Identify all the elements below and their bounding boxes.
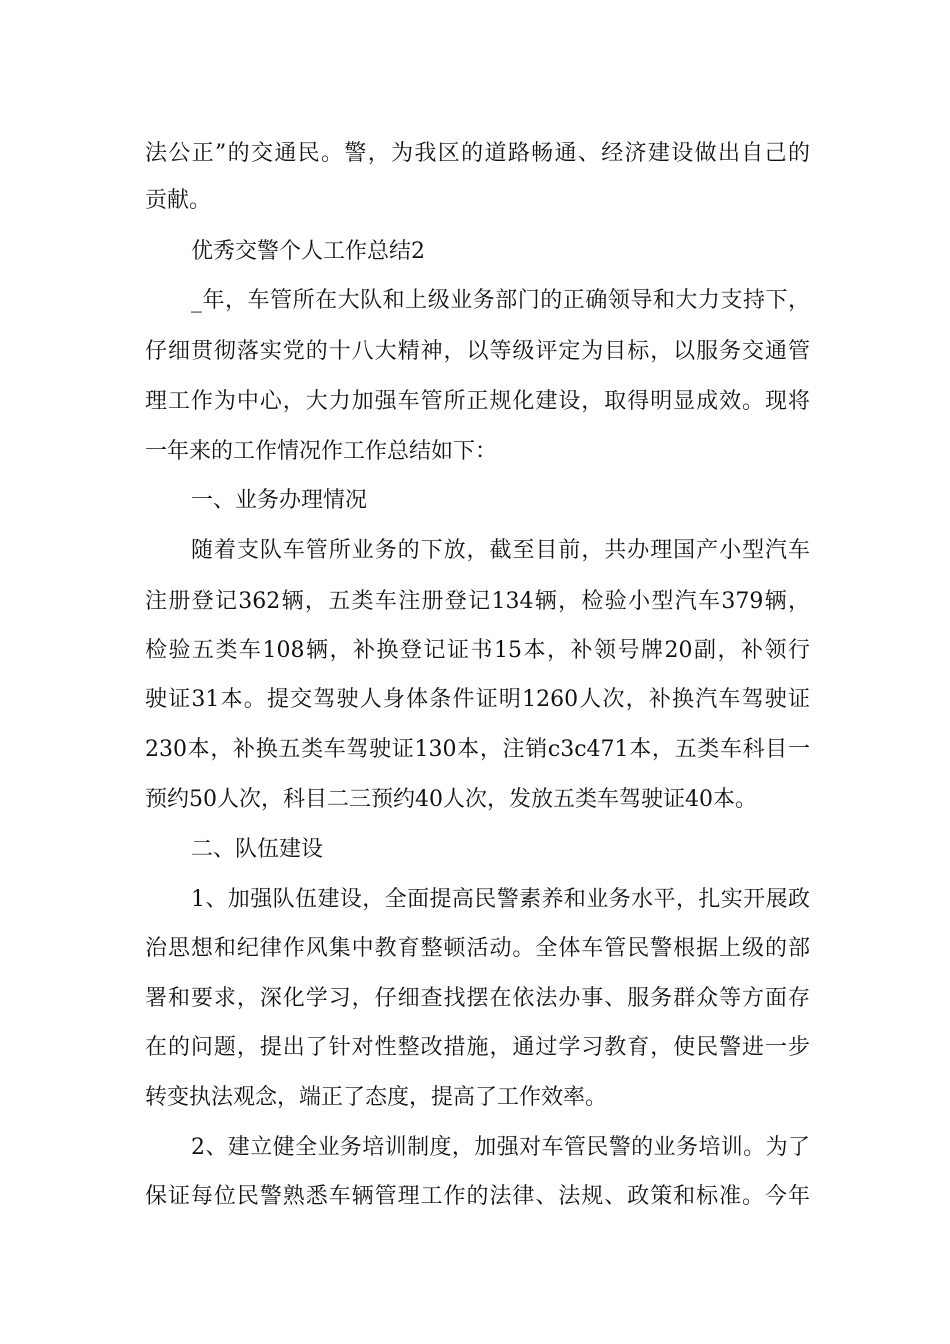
text-line: 仔细贯彻落实党的十八大精神，以等级评定为目标，以服务交通管 [145,339,810,364]
text-line: 230本，补换五类车驾驶证130本，注销c3c471本，五类车科目一 [145,737,810,762]
text-line: 贡献。 [145,188,212,213]
text-line: 随着支队车管所业务的下放，截至目前，共办理国产小型汽车 [191,538,810,563]
text-line: 保证每位民警熟悉车辆管理工作的法律、法规、政策和标准。今年 [145,1184,810,1209]
text-line: _年，车管所在大队和上级业务部门的正确领导和大力支持下， [191,288,810,313]
text-line: 署和要求，深化学习，仔细查找摆在依法办事、服务群众等方面存 [145,986,810,1011]
text-line: 2、建立健全业务培训制度，加强对车管民警的业务培训。为了 [191,1135,810,1160]
text-line: 一年来的工作情况作工作总结如下： [145,439,498,464]
text-line: 检验五类车108辆，补换登记证书15本，补领号牌20副，补领行 [145,638,810,663]
text-line: 在的问题，提出了针对性整改措施，通过学习教育，使民警进一步 [145,1035,810,1060]
text-line: 理工作为中心，大力加强车管所正规化建设，取得明显成效。现将 [145,389,810,414]
section-heading: 一、业务办理情况 [191,488,368,513]
text-line: 治思想和纪律作风集中教育整顿活动。全体车管民警根据上级的部 [145,936,810,961]
text-line: 预约50人次，科目二三预约40人次，发放五类车驾驶证40本。 [145,787,757,812]
text-line: 转变执法观念，端正了态度，提高了工作效率。 [145,1085,608,1110]
section-heading: 二、队伍建设 [191,837,324,862]
section-title: 优秀交警个人工作总结2 [191,239,425,264]
text-line: 驶证31本。提交驾驶人身体条件证明1260人次，补换汽车驾驶证 [145,687,810,712]
text-line: 法公正”的交通民。警，为我区的道路畅通、经济建设做出自己的 [145,141,810,166]
text-line: 注册登记362辆，五类车注册登记134辆，检验小型汽车379辆， [145,589,810,614]
text-line: 1、加强队伍建设，全面提高民警素养和业务水平，扎实开展政 [191,887,810,912]
